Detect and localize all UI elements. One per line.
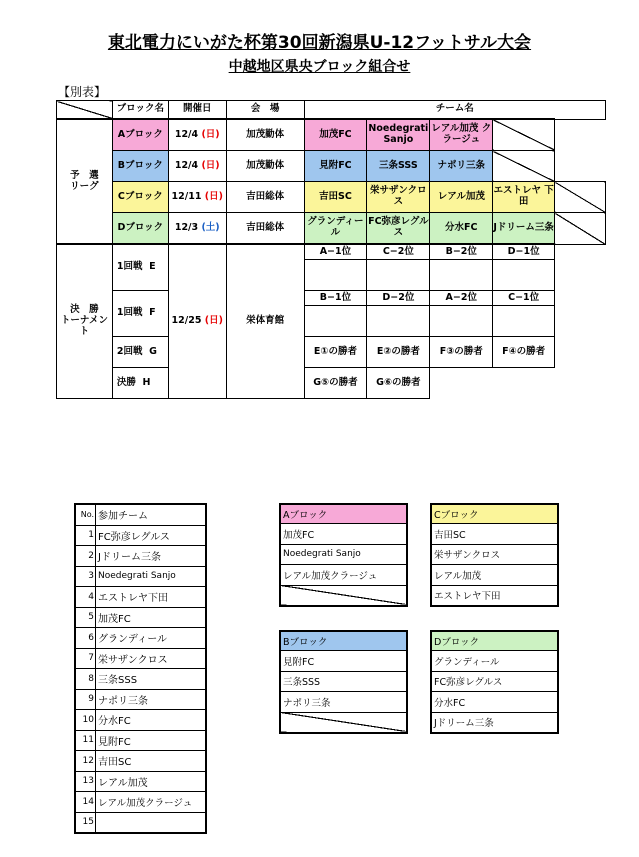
row-no: 4 xyxy=(75,587,96,608)
result-cell xyxy=(304,260,367,291)
block-empty-slot xyxy=(280,712,407,733)
team-cell: 三条SSS xyxy=(367,151,430,182)
team-cell: 見附FC xyxy=(304,151,367,182)
slot-label: G⑥の勝者 xyxy=(367,368,430,399)
row-no: 2 xyxy=(75,546,96,567)
team-cell: エストレヤ 下田 xyxy=(493,182,555,213)
block-team: レアル加茂クラージュ xyxy=(280,565,407,586)
league-block-d: Dブロック xyxy=(112,213,168,245)
row-no: 6 xyxy=(75,628,96,649)
block-b-title: Bブロック xyxy=(280,631,407,651)
slot-label: C−2位 xyxy=(367,244,430,260)
row-no: 1 xyxy=(75,525,96,546)
team-cell: Jドリーム三条 xyxy=(493,213,555,245)
schedule-table xyxy=(56,100,606,399)
block-team: 加茂FC xyxy=(280,524,407,545)
block-team: エストレヤ下田 xyxy=(431,585,558,606)
empty-cell xyxy=(555,244,606,399)
block-b-table xyxy=(279,630,408,734)
empty-slot xyxy=(493,119,555,151)
block-a-table xyxy=(279,503,408,607)
result-cell xyxy=(304,306,367,337)
result-cell xyxy=(430,306,493,337)
team-cell: グランディール xyxy=(304,213,367,245)
header-date: 開催日 xyxy=(168,101,226,120)
team-cell: レアル加茂 xyxy=(430,182,493,213)
result-cell xyxy=(493,260,555,291)
team-cell: 吉田SC xyxy=(304,182,367,213)
header-block: ブロック名 xyxy=(112,101,168,120)
team-cell: Noedegrati Sanjo xyxy=(367,119,430,151)
block-team: FC弥彦レグルス xyxy=(431,671,558,692)
slot-label: A−1位 xyxy=(304,244,367,260)
result-cell xyxy=(367,260,430,291)
row-no: 3 xyxy=(75,566,96,587)
row-no: 12 xyxy=(75,751,96,772)
round-f: 1回戦 F xyxy=(112,291,168,337)
name-header: 参加チーム xyxy=(96,504,207,525)
tournament-venue: 栄体育館 xyxy=(226,244,304,399)
league-block-a: Aブロック xyxy=(112,119,168,151)
empty-slot xyxy=(493,151,555,182)
row-name: 栄サザンクロス xyxy=(96,648,207,669)
empty-cell xyxy=(555,151,606,182)
league-venue-d: 吉田総体 xyxy=(226,213,304,245)
row-name: 分水FC xyxy=(96,710,207,731)
league-date-d: 12/3 (土) xyxy=(168,213,226,245)
league-date-c: 12/11 (日) xyxy=(168,182,226,213)
empty-slot xyxy=(555,182,606,213)
appendix-label: 【別表】 xyxy=(58,85,107,99)
block-team: 栄サザンクロス xyxy=(431,544,558,565)
block-empty-slot xyxy=(280,585,407,606)
participant-table xyxy=(74,503,207,834)
row-no: 7 xyxy=(75,648,96,669)
row-no: 8 xyxy=(75,669,96,690)
row-name: Noedegrati Sanjo xyxy=(96,566,207,587)
row-name: 三条SSS xyxy=(96,669,207,690)
row-no: 11 xyxy=(75,730,96,751)
slot-label: B−2位 xyxy=(430,244,493,260)
block-team: Jドリーム三条 xyxy=(431,712,558,733)
block-team: 吉田SC xyxy=(431,524,558,545)
block-a-title: Aブロック xyxy=(280,504,407,524)
league-block-c: Cブロック xyxy=(112,182,168,213)
block-c-title: Cブロック xyxy=(431,504,558,524)
team-cell: 栄サザンクロス xyxy=(367,182,430,213)
team-cell: ナポリ三条 xyxy=(430,151,493,182)
block-c-table xyxy=(430,503,559,607)
slot-label: F③の勝者 xyxy=(430,337,493,368)
league-label: 予 選 リーグ xyxy=(57,119,113,244)
tournament-date: 12/25 (日) xyxy=(168,244,226,399)
row-name: 加茂FC xyxy=(96,607,207,628)
round-g: 2回戦 G xyxy=(112,337,168,368)
league-venue-b: 加茂勤体 xyxy=(226,151,304,182)
slot-label: C−1位 xyxy=(493,291,555,306)
result-cell xyxy=(367,306,430,337)
row-name: 見附FC xyxy=(96,730,207,751)
block-team: 三条SSS xyxy=(280,671,407,692)
slot-label: B−1位 xyxy=(304,291,367,306)
row-name: レアル加茂クラージュ xyxy=(96,792,207,813)
slot-label: E①の勝者 xyxy=(304,337,367,368)
row-name: 吉田SC xyxy=(96,751,207,772)
slot-label: E②の勝者 xyxy=(367,337,430,368)
block-team: Noedegrati Sanjo xyxy=(280,544,407,565)
page-title: 東北電力にいがた杯第30回新潟県U-12フットサル大会 xyxy=(107,33,532,53)
block-d-table xyxy=(430,630,559,734)
empty-cell xyxy=(430,368,555,399)
row-name: FC弥彦レグルス xyxy=(96,525,207,546)
row-name: エストレヤ下田 xyxy=(96,587,207,608)
slot-label: G⑤の勝者 xyxy=(304,368,367,399)
block-team: レアル加茂 xyxy=(431,565,558,586)
row-no: 9 xyxy=(75,689,96,710)
row-no: 13 xyxy=(75,771,96,792)
page-subtitle: 中越地区県央ブロック組合せ xyxy=(228,59,411,75)
league-venue-c: 吉田総体 xyxy=(226,182,304,213)
block-team: ナポリ三条 xyxy=(280,692,407,713)
league-date-a: 12/4 (日) xyxy=(168,119,226,151)
row-name xyxy=(96,812,207,833)
team-cell: レアル加茂 クラージュ xyxy=(430,119,493,151)
team-cell: 分水FC xyxy=(430,213,493,245)
tournament-label: 決 勝 トーナメント xyxy=(57,244,113,399)
row-no: 14 xyxy=(75,792,96,813)
slot-label: F④の勝者 xyxy=(493,337,555,368)
league-block-b: Bブロック xyxy=(112,151,168,182)
row-no: 15 xyxy=(75,812,96,833)
empty-slot xyxy=(555,213,606,245)
row-name: レアル加茂 xyxy=(96,771,207,792)
row-name: ナポリ三条 xyxy=(96,689,207,710)
corner-cell xyxy=(57,101,113,120)
team-cell: FC弥彦レグルス xyxy=(367,213,430,245)
slot-label: D−1位 xyxy=(493,244,555,260)
block-team: 分水FC xyxy=(431,692,558,713)
team-cell: 加茂FC xyxy=(304,119,367,151)
block-team: グランディール xyxy=(431,651,558,672)
header-venue: 会 場 xyxy=(226,101,304,120)
row-no: 5 xyxy=(75,607,96,628)
empty-cell xyxy=(555,119,606,151)
round-e: 1回戦 E xyxy=(112,244,168,291)
result-cell xyxy=(493,306,555,337)
block-d-title: Dブロック xyxy=(431,631,558,651)
no-header: No. xyxy=(75,504,96,525)
league-date-b: 12/4 (日) xyxy=(168,151,226,182)
result-cell xyxy=(430,260,493,291)
block-team: 見附FC xyxy=(280,651,407,672)
league-venue-a: 加茂勤体 xyxy=(226,119,304,151)
slot-label: D−2位 xyxy=(367,291,430,306)
row-name: Jドリーム三条 xyxy=(96,546,207,567)
header-teams: チーム名 xyxy=(304,101,606,120)
row-no: 10 xyxy=(75,710,96,731)
slot-label: A−2位 xyxy=(430,291,493,306)
round-final: 決勝 H xyxy=(112,368,168,399)
row-name: グランディール xyxy=(96,628,207,649)
